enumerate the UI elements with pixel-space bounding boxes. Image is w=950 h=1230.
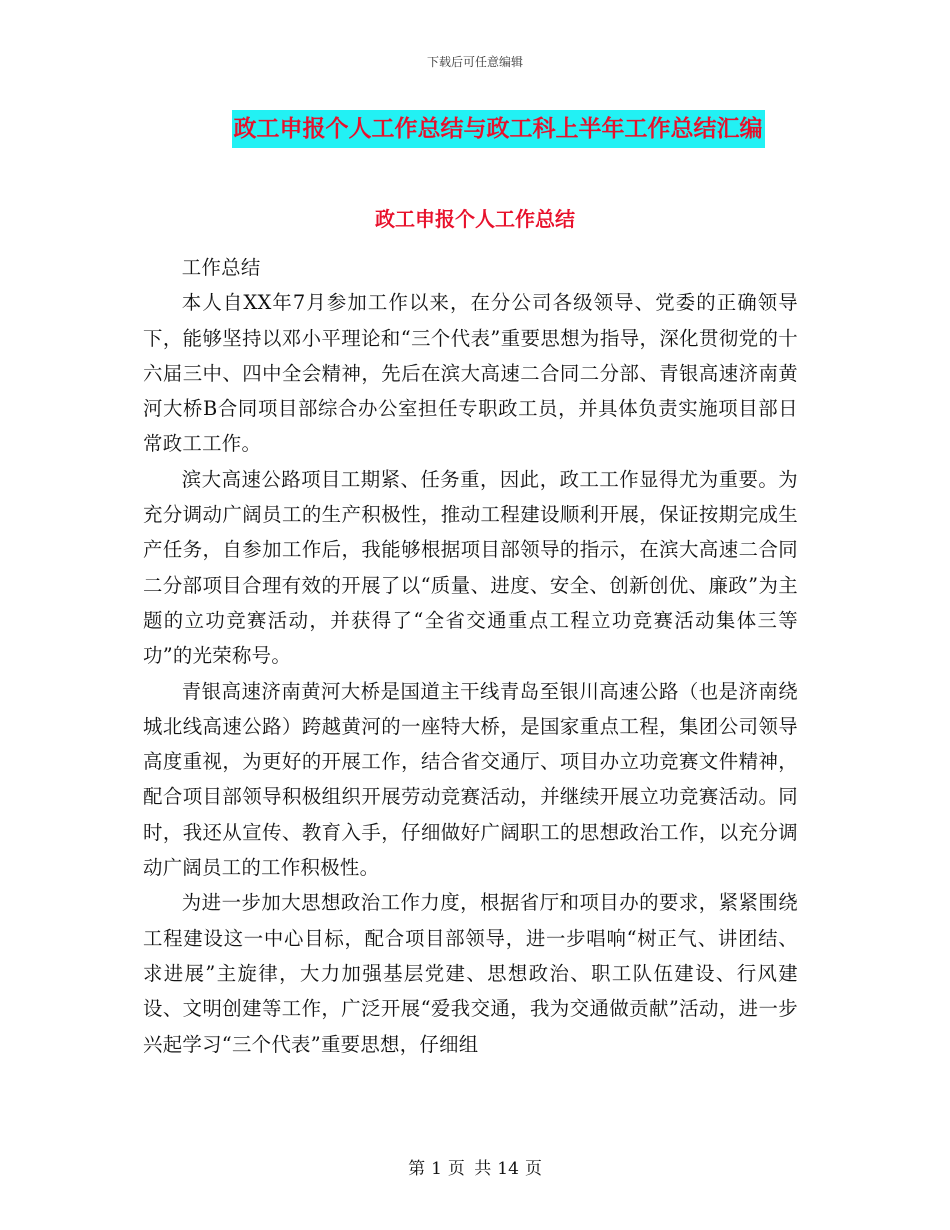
document-body bbox=[143, 250, 798, 1062]
header-note: 下载后可任意编辑 bbox=[426, 55, 523, 69]
footer-prefix: 第 bbox=[408, 1159, 426, 1179]
page-footer bbox=[0, 1154, 950, 1179]
paragraph: 工作总结 bbox=[181, 256, 261, 279]
paragraph: 为进一步加大思想政治工作力度，根据省厅和项目办的要求，紧紧围绕工程建设这一中心目标，配合项目部领导，进一步唱响“树正气、讲团结、求进展”主旋律，大力加强基层党建、思想政治、职工队伍建设、行风建设、文明创建等工作，广泛开展“爱我交通，我为交通做贡献”活动，进一步兴起学习“三个代表”重要思想，仔细组 bbox=[143, 891, 798, 1056]
paragraph: 滨大高速公路项目工期紧、任务重，因此，政工工作显得尤为重要。为充分调动广阔员工的生产积极性，推动工程建设顺利开展，保证按期完成生产任务，自参加工作后，我能够根据项目部领导的指示，在滨大高速二合同二分部项目合理有效的开展了以“质量、进度、安全、创新创优、廉政”为主题的立功竞赛活动，并获得了“全省交通重点工程立功竞赛活动集体三等功”的光荣称号。 bbox=[143, 467, 798, 668]
footer-total-pages: 14 bbox=[497, 1159, 519, 1179]
document-title-container bbox=[0, 110, 950, 148]
footer-page-number: 1 bbox=[431, 1159, 442, 1179]
paragraph: 本人自XX年7月参加工作以来，在分公司各级领导、党委的正确领导下，能够坚持以邓小平理论和“三个代表”重要思想为指导，深化贯彻党的十六届三中、四中全会精神，先后在滨大高速二合同二分部、青银高速济南黄河大桥B合同项目部综合办公室担任专职政工员，并具体负责实施项目部日常政工工作。 bbox=[143, 291, 798, 456]
footer-suffix: 页 bbox=[524, 1159, 542, 1179]
paragraph: 青银高速济南黄河大桥是国道主干线青岛至银川高速公路（也是济南绕城北线高速公路）跨越黄河的一座特大桥，是国家重点工程，集团公司领导高度重视，为更好的开展工作，结合省交通厅、项目办立功竞赛文件精神，配合项目部领导积极组织开展劳动竞赛活动，并继续开展立功竞赛活动。同时，我还从宣传、教育入手，仔细做好广阔职工的思想政治工作，以充分调动广阔员工的工作积极性。 bbox=[143, 679, 798, 880]
section-title: 政工申报个人工作总结 bbox=[375, 207, 575, 231]
document-title: 政工申报个人工作总结与政工科上半年工作总结汇编 bbox=[232, 110, 765, 148]
footer-middle: 页 共 bbox=[447, 1159, 492, 1179]
